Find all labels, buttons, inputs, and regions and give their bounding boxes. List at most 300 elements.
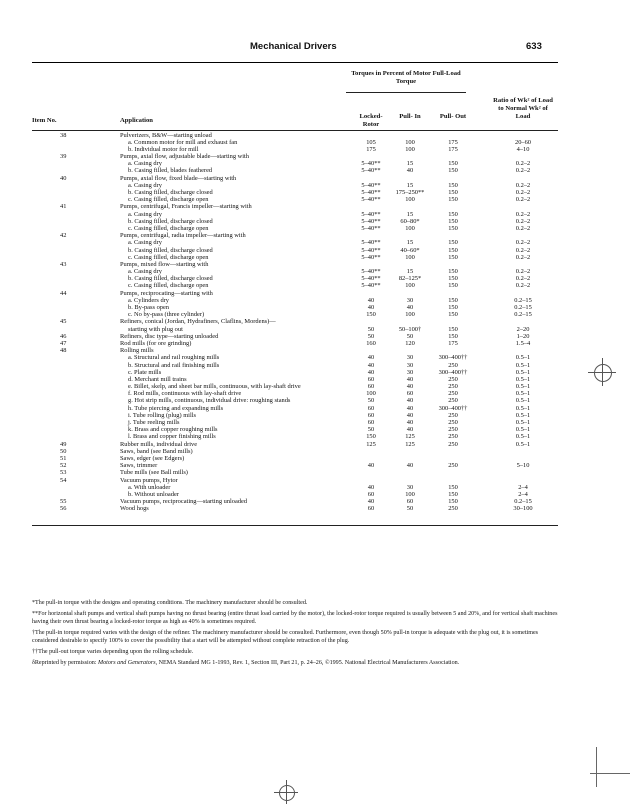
crop-mark — [596, 747, 597, 787]
locked-rotor-cell: 60 — [367, 490, 375, 498]
locked-rotor-cell: 150 — [366, 311, 376, 319]
application-cell: Rolling mills — [120, 347, 154, 355]
table-row — [0, 333, 630, 340]
application-cell: Pumps, centrifugal, radia impeller—starting with — [120, 232, 246, 240]
ratio-cell: 1.5–4 — [515, 339, 531, 347]
pull-in-cell: 100 — [405, 311, 415, 319]
application-cell: c. Casing filled, discharge open — [128, 282, 209, 290]
locked-rotor-cell: 5–40** — [361, 189, 381, 196]
item-no-cell: 45 — [60, 318, 67, 326]
pull-out-cell: 250 — [448, 433, 458, 441]
pull-out-cell: 150 — [448, 217, 458, 225]
ratio-cell: 0.2–15 — [514, 304, 532, 311]
ratio-cell: 0.2–2 — [515, 239, 531, 247]
ratio-cell: 0.2–2 — [515, 189, 531, 196]
ratio-cell: 0.5–1 — [515, 383, 531, 391]
application-cell: Pumps, axial flow, fixed blade—starting with — [120, 174, 237, 182]
pull-out-cell: 150 — [448, 483, 458, 491]
item-no-cell: 40 — [60, 174, 67, 182]
pull-in-cell: 100 — [405, 138, 415, 146]
locked-rotor-cell: 60 — [367, 411, 375, 419]
pull-in-cell: 50 — [406, 332, 414, 340]
locked-rotor-cell: 60 — [367, 505, 375, 513]
locked-rotor-cell: 40 — [367, 368, 375, 376]
pull-in-cell: 30 — [406, 368, 414, 376]
locked-rotor-cell: 5–40** — [361, 196, 381, 204]
table-row — [0, 362, 630, 369]
pull-in-cell: 40 — [406, 462, 414, 470]
pull-in-cell: 125 — [405, 440, 415, 448]
locked-rotor-cell: 105 — [366, 138, 376, 146]
table-top-rule — [32, 62, 558, 63]
pull-out-cell: 250 — [448, 440, 458, 448]
locked-rotor-cell: 150 — [366, 433, 376, 441]
application-cell: a. Casing dry — [128, 268, 162, 276]
application-cell: b. By-pass open — [128, 304, 170, 311]
application-cell: b. Casing filled, discharge closed — [128, 217, 213, 225]
locked-rotor-cell: 125 — [366, 440, 376, 448]
table-row — [0, 448, 630, 455]
locked-rotor-cell: 50 — [367, 397, 375, 405]
pull-out-cell: 300–400†† — [438, 354, 468, 362]
col-pull-in: Pull- In — [399, 113, 421, 120]
reprint-source-title: Motors and Generators — [98, 660, 156, 667]
ratio-cell: 0.2–2 — [515, 210, 531, 218]
pull-in-cell: 175–250** — [395, 189, 425, 196]
ratio-cell: 0.2–2 — [515, 167, 531, 175]
table-row — [0, 232, 630, 239]
application-cell: g. Hot strip mills, continuous, individual drive: roughing stands — [128, 397, 291, 405]
pull-in-cell: 40 — [406, 397, 414, 405]
pull-out-cell: 250 — [448, 361, 458, 369]
pull-out-cell: 150 — [448, 304, 458, 311]
ratio-cell: 0.5–1 — [515, 426, 531, 434]
table-row — [0, 369, 630, 376]
pull-in-cell: 100 — [405, 490, 415, 498]
locked-rotor-cell: 175 — [366, 145, 376, 153]
table-row — [0, 412, 630, 419]
application-cell: a. Casing dry — [128, 210, 162, 218]
table-row — [0, 340, 630, 347]
application-cell: a. Structural and rail roughing mills — [128, 354, 220, 362]
item-no-cell: 43 — [60, 260, 67, 268]
item-no-cell: 55 — [60, 498, 67, 506]
col-ratio-wk2: Ratio of Wk² of Load to Normal Wk² of Load — [493, 97, 553, 120]
pull-out-cell: 150 — [448, 224, 458, 232]
item-no-cell: 42 — [60, 232, 67, 240]
ratio-cell: 2–20 — [516, 325, 530, 333]
table-row — [0, 441, 630, 448]
table-row — [0, 455, 630, 462]
item-no-cell: 49 — [60, 440, 67, 448]
item-no-cell: 44 — [60, 289, 67, 297]
ratio-cell: 0.2–2 — [515, 217, 531, 225]
table-row — [0, 304, 630, 311]
ratio-cell: 0.2–15 — [514, 498, 532, 506]
pull-in-cell: 15 — [406, 160, 414, 168]
table-row — [0, 390, 630, 397]
pull-out-cell: 250 — [448, 462, 458, 470]
pull-in-cell: 40 — [406, 375, 414, 383]
table-row — [0, 175, 630, 182]
footnote-pull-out: ††The pull-out torque varies depending upon the rolling schedule. — [32, 649, 194, 656]
table-row — [0, 218, 630, 225]
application-cell: Rod mills (for ore grinding) — [120, 339, 192, 347]
item-no-cell: 52 — [60, 462, 67, 470]
footnotes — [32, 600, 558, 672]
application-cell: c. Plate mills — [128, 368, 162, 376]
application-cell: a. Common motor for mill and exhaust fan — [128, 138, 238, 146]
ratio-cell: 0.2–15 — [514, 296, 532, 304]
pull-out-cell: 150 — [448, 275, 458, 283]
application-cell: Refiners, conical (Jordan, Hydrafiners, Claflins, Mordens)— — [120, 318, 276, 326]
table-row — [0, 311, 630, 318]
ratio-cell: 0.5–1 — [515, 419, 531, 426]
pull-in-cell: 40 — [406, 167, 414, 175]
footnote-refiner: †The pull-in torque required varies with the design of the refiner. The machinery manufacturer should be consulted. Furthermore, even though 50% pull-in torque is adequate with the plug out, it is sometimes considered desirable to specify 100% to cover the possibility that a start will be attempted without complete retraction of the plug. — [32, 630, 539, 644]
pull-out-cell: 150 — [448, 311, 458, 319]
pull-in-cell: 100 — [405, 224, 415, 232]
ratio-cell: 0.2–2 — [515, 246, 531, 254]
application-cell: starting with plug out — [128, 325, 183, 333]
pull-in-cell: 60 — [406, 390, 414, 398]
pull-in-cell: 40 — [406, 419, 414, 426]
footnote-pull-in: *The pull-in torque with the designs and operating conditions. The machinery manufacturer should be consulted. — [32, 600, 308, 606]
application-cell: e. Billet, skelp, and sheet bar mills, continuous, with lay-shaft drive — [128, 383, 301, 391]
ratio-cell: 1–20 — [516, 332, 530, 340]
application-cell: b. Casing filled, discharge closed — [128, 275, 213, 283]
pull-out-cell: 150 — [448, 210, 458, 218]
pull-in-cell: 50–100† — [398, 325, 422, 333]
table-row — [0, 383, 630, 390]
ratio-cell: 0.2–2 — [515, 275, 531, 283]
pull-in-cell: 100 — [405, 282, 415, 290]
application-cell: c. No by-pass (three cylinder) — [128, 311, 205, 319]
pull-in-cell: 40 — [406, 411, 414, 419]
pull-in-cell: 40 — [406, 426, 414, 434]
pull-out-cell: 250 — [448, 397, 458, 405]
pull-in-cell: 30 — [406, 483, 414, 491]
ratio-cell: 0.5–1 — [515, 354, 531, 362]
table-row — [0, 426, 630, 433]
pull-out-cell: 150 — [448, 325, 458, 333]
locked-rotor-cell: 60 — [367, 375, 375, 383]
ratio-cell: 0.5–1 — [515, 404, 531, 412]
table-row — [0, 376, 630, 383]
running-header-title: Mechanical Drivers — [250, 41, 337, 52]
pull-out-cell: 150 — [448, 490, 458, 498]
application-cell: c. Casing filled, discharge open — [128, 253, 209, 261]
locked-rotor-cell: 50 — [367, 332, 375, 340]
pull-in-cell: 30 — [406, 354, 414, 362]
application-cell: b. Casing filled, discharge closed — [128, 189, 213, 196]
pull-out-cell: 175 — [448, 138, 458, 146]
pull-in-cell: 40–60* — [400, 246, 420, 254]
table-row — [0, 405, 630, 412]
pull-in-cell: 120 — [405, 339, 415, 347]
application-cell: a. Casing dry — [128, 160, 162, 168]
locked-rotor-cell: 40 — [367, 483, 375, 491]
ratio-cell: 0.2–2 — [515, 282, 531, 290]
table-row — [0, 254, 630, 261]
application-cell: Tube mills (see Ball mills) — [120, 469, 188, 477]
locked-rotor-cell: 60 — [367, 383, 375, 391]
ratio-cell: 0.2–2 — [515, 160, 531, 168]
ratio-cell: 0.5–1 — [515, 361, 531, 369]
pull-out-cell: 250 — [448, 375, 458, 383]
application-cell: a. With unloader — [128, 483, 171, 491]
page-number: 633 — [526, 41, 542, 52]
table-row — [0, 491, 630, 498]
table-row — [0, 326, 630, 333]
item-no-cell: 38 — [60, 131, 67, 139]
pull-in-cell: 100 — [405, 145, 415, 153]
item-no-cell: 56 — [60, 505, 67, 513]
pull-in-cell: 15 — [406, 181, 414, 189]
ratio-cell: 20–60 — [515, 138, 531, 146]
item-no-cell: 53 — [60, 469, 67, 477]
table-row — [0, 211, 630, 218]
locked-rotor-cell: 50 — [367, 426, 375, 434]
pull-out-cell: 150 — [448, 296, 458, 304]
table-row — [0, 419, 630, 426]
pull-out-cell: 150 — [448, 498, 458, 506]
table-row — [0, 469, 630, 476]
locked-rotor-cell: 5–40** — [361, 253, 381, 261]
locked-rotor-cell: 5–40** — [361, 224, 381, 232]
ratio-cell: 0.2–2 — [515, 196, 531, 204]
locked-rotor-cell: 5–40** — [361, 239, 381, 247]
application-cell: Pumps, mixed flow—starting with — [120, 260, 209, 268]
application-cell: a. Casing dry — [128, 181, 162, 189]
application-cell: Pumps, centrifugal, Francis impeller—starting with — [120, 203, 252, 211]
ratio-cell: 0.5–1 — [515, 368, 531, 376]
ratio-cell: 2–4 — [518, 483, 528, 491]
table-row — [0, 225, 630, 232]
table-row — [0, 139, 630, 146]
pull-in-cell: 82–125* — [398, 275, 422, 283]
table-row — [0, 282, 630, 289]
table-row — [0, 153, 630, 160]
locked-rotor-cell: 5–40** — [361, 246, 381, 254]
ratio-cell: 5–10 — [516, 462, 530, 470]
application-cell: j. Tube reeling mills — [128, 419, 180, 426]
locked-rotor-cell: 40 — [367, 354, 375, 362]
table-row — [0, 477, 630, 484]
application-cell: Rubber mills, individual drive — [120, 440, 198, 448]
pull-in-cell: 15 — [406, 239, 414, 247]
table-row — [0, 261, 630, 268]
table-row — [0, 462, 630, 469]
pull-out-cell: 300–400†† — [438, 404, 468, 412]
pull-out-cell: 175 — [448, 339, 458, 347]
application-cell: Refiners, disc type—starting unloaded — [120, 332, 219, 340]
table-row — [0, 268, 630, 275]
table-row — [0, 132, 630, 139]
application-cell: d. Merchant mill trains — [128, 375, 187, 383]
pull-out-cell: 150 — [448, 181, 458, 189]
pull-out-cell: 300–400†† — [438, 368, 468, 376]
application-cell: c. Casing filled, discharge open — [128, 196, 209, 204]
ratio-cell: 2–4 — [518, 490, 528, 498]
locked-rotor-cell: 5–40** — [361, 210, 381, 218]
table-row — [0, 203, 630, 210]
pull-in-cell: 125 — [405, 433, 415, 441]
application-cell: h. Tube piercing and expanding mills — [128, 404, 224, 412]
pull-in-cell: 100 — [405, 196, 415, 204]
torque-group-heading: Torques in Percent of Motor Full-Load Torque — [351, 70, 461, 85]
locked-rotor-cell: 40 — [367, 498, 375, 506]
locked-rotor-cell: 5–40** — [361, 160, 381, 168]
pull-in-cell: 15 — [406, 210, 414, 218]
pull-in-cell: 30 — [406, 361, 414, 369]
table-row — [0, 433, 630, 440]
pull-out-cell: 250 — [448, 426, 458, 434]
application-cell: a. Cylinders dry — [128, 296, 169, 304]
pull-out-cell: 150 — [448, 253, 458, 261]
col-application: Application — [120, 117, 153, 124]
pull-out-cell: 250 — [448, 383, 458, 391]
application-cell: b. Individual motor for mill — [128, 145, 199, 153]
item-no-cell: 54 — [60, 476, 67, 484]
pull-out-cell: 150 — [448, 282, 458, 290]
pull-out-cell: 250 — [448, 411, 458, 419]
application-cell: Saws, trimmer — [120, 462, 158, 470]
pull-out-cell: 250 — [448, 505, 458, 513]
group-heading-rule — [346, 92, 466, 93]
application-cell: Vacuum pumps, reciprocating—starting unloaded — [120, 498, 248, 506]
application-cell: Pulverizers, B&W—starting unload — [120, 131, 212, 139]
table-row — [0, 189, 630, 196]
table-row — [0, 297, 630, 304]
table-row — [0, 275, 630, 282]
application-cell: f. Rod mills, continuous with lay-shaft drive — [128, 390, 242, 398]
item-no-cell: 39 — [60, 153, 67, 161]
pull-out-cell: 250 — [448, 419, 458, 426]
ratio-cell: 0.5–1 — [515, 440, 531, 448]
application-cell: Pumps, axial flow, adjustable blade—starting with — [120, 153, 249, 161]
pull-out-cell: 150 — [448, 160, 458, 168]
table-row — [0, 347, 630, 354]
application-cell: b. Casing filled, blades feathered — [128, 167, 213, 175]
pull-out-cell: 150 — [448, 246, 458, 254]
locked-rotor-cell: 40 — [367, 296, 375, 304]
pull-in-cell: 40 — [406, 304, 414, 311]
locked-rotor-cell: 40 — [367, 304, 375, 311]
table-row — [0, 318, 630, 325]
pull-out-cell: 150 — [448, 167, 458, 175]
col-locked-rotor: Locked- Rotor — [359, 113, 383, 128]
item-no-cell: 46 — [60, 332, 67, 340]
footnote-locked-rotor: **For horizontal shaft pumps and vertical shaft pumps having no thrust bearing (entire thrust load carried by the motor), the locked-rotor torque required is usually between 5 and 20%, and for vertical shaft machines having their own thrust bearing a locked-rotor torque as high as 40% is sometimes required. — [32, 611, 558, 625]
locked-rotor-cell: 5–40** — [361, 275, 381, 283]
table-row — [0, 290, 630, 297]
item-no-cell: 51 — [60, 454, 67, 462]
pull-in-cell: 60–80* — [400, 217, 420, 225]
pull-in-cell: 60 — [406, 498, 414, 506]
ratio-cell: 0.2–15 — [514, 311, 532, 319]
application-cell: k. Brass and copper roughing mills — [128, 426, 218, 434]
pull-out-cell: 250 — [448, 390, 458, 398]
ratio-cell: 0.2–2 — [515, 253, 531, 261]
pull-in-cell: 50 — [406, 505, 414, 513]
pull-in-cell: 30 — [406, 296, 414, 304]
ratio-cell: 0.5–1 — [515, 390, 531, 398]
table-row — [0, 239, 630, 246]
pull-out-cell: 150 — [448, 332, 458, 340]
pull-in-cell: 40 — [406, 404, 414, 412]
table-row — [0, 354, 630, 361]
table-row — [0, 397, 630, 404]
locked-rotor-cell: 100 — [366, 390, 376, 398]
crop-mark — [590, 773, 630, 774]
pull-out-cell: 175 — [448, 145, 458, 153]
application-cell: c. Casing filled, discharge open — [128, 224, 209, 232]
table-row — [0, 182, 630, 189]
item-no-cell: 41 — [60, 203, 67, 211]
locked-rotor-cell: 40 — [367, 462, 375, 470]
application-cell: b. Structural and rail finishing mills — [128, 361, 220, 369]
pull-in-cell: 15 — [406, 268, 414, 276]
ratio-cell: 0.5–1 — [515, 375, 531, 383]
pull-out-cell: 150 — [448, 189, 458, 196]
locked-rotor-cell: 160 — [366, 339, 376, 347]
pull-out-cell: 150 — [448, 196, 458, 204]
ratio-cell: 0.2–2 — [515, 224, 531, 232]
application-cell: Vacuum pumps, Hytor — [120, 476, 178, 484]
pull-in-cell: 100 — [405, 253, 415, 261]
locked-rotor-cell: 50 — [367, 325, 375, 333]
registration-mark-right-icon — [588, 358, 616, 386]
table-body — [0, 132, 630, 513]
application-cell: Pumps, reciprocating—starting with — [120, 289, 213, 297]
locked-rotor-cell: 60 — [367, 419, 375, 426]
locked-rotor-cell: 5–40** — [361, 268, 381, 276]
pull-in-cell: 40 — [406, 383, 414, 391]
application-cell: Saws, band (see Band mills) — [120, 447, 193, 455]
item-no-cell: 48 — [60, 347, 67, 355]
footnote-reprint: δReprinted by permission: Motors and Generators, NEMA Standard MG 1-1993, Rev. 1, Section III, Part 21, p. 24–26, ©1995. National Electrical Manufacturers Association. — [32, 660, 460, 667]
item-no-cell: 47 — [60, 339, 67, 347]
ratio-cell: 4–10 — [516, 145, 530, 153]
col-pull-out: Pull- Out — [439, 113, 467, 120]
ratio-cell: 30–100 — [513, 505, 533, 513]
application-cell: a. Casing dry — [128, 239, 162, 247]
locked-rotor-cell: 5–40** — [361, 217, 381, 225]
table-row — [0, 160, 630, 167]
locked-rotor-cell: 5–40** — [361, 282, 381, 290]
registration-mark-bottom-icon — [274, 780, 298, 804]
locked-rotor-cell: 5–40** — [361, 167, 381, 175]
ratio-cell: 0.2–2 — [515, 181, 531, 189]
application-cell: b. Casing filled, discharge closed — [128, 246, 213, 254]
application-cell: Wood hogs — [120, 505, 149, 513]
locked-rotor-cell: 5–40** — [361, 181, 381, 189]
application-cell: Saws, edger (see Edgers) — [120, 454, 185, 462]
ratio-cell: 0.5–1 — [515, 433, 531, 441]
application-cell: i. Tube rolling (plug) mills — [128, 411, 196, 419]
locked-rotor-cell: 40 — [367, 361, 375, 369]
table-row — [0, 505, 630, 512]
table-row — [0, 196, 630, 203]
application-cell: b. Without unloader — [128, 490, 179, 498]
ratio-cell: 0.5–1 — [515, 411, 531, 419]
table-row — [0, 167, 630, 174]
pull-out-cell: 150 — [448, 239, 458, 247]
table-row — [0, 146, 630, 153]
pull-out-cell: 150 — [448, 268, 458, 276]
locked-rotor-cell: 60 — [367, 404, 375, 412]
